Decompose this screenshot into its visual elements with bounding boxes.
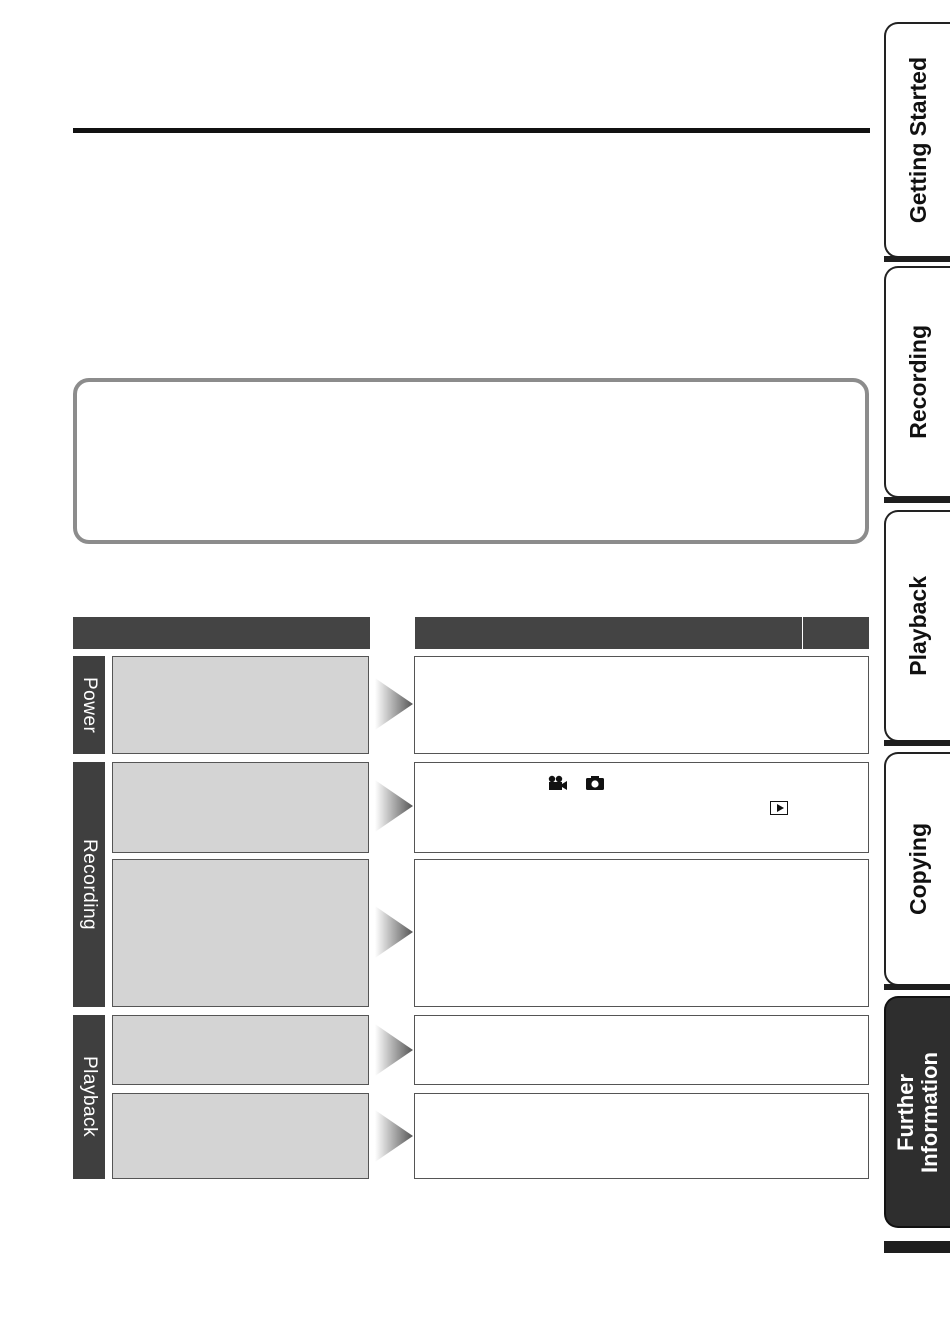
solution-cell [414, 1015, 803, 1085]
category-recording-label: Recording [79, 838, 100, 931]
tab-getting-started-label: Getting Started [904, 56, 931, 224]
solution-cell [414, 859, 803, 1007]
page-ref-cell [802, 859, 869, 1007]
tab-playback-label: Playback [904, 576, 931, 676]
tab-getting-started[interactable] [884, 22, 950, 258]
problem-cell [112, 859, 369, 1007]
title-rule [73, 128, 870, 133]
solution-cell [414, 762, 803, 853]
category-playback-label: Playback [79, 1056, 100, 1138]
arrow-right-icon [375, 1110, 413, 1162]
play-icon [770, 801, 788, 815]
category-playback [73, 1015, 105, 1179]
table-header-solution [415, 617, 802, 649]
tab-playback[interactable] [884, 510, 950, 742]
tab-recording[interactable] [884, 266, 950, 498]
arrow-right-icon [375, 1024, 413, 1076]
arrow-right-icon [375, 780, 413, 832]
category-recording [73, 762, 105, 1007]
table-header-page [803, 617, 869, 649]
tab-recording-label: Recording [904, 325, 931, 439]
note-box [73, 378, 869, 544]
arrow-right-icon [375, 906, 413, 958]
tab-divider [884, 740, 950, 746]
tab-divider [884, 256, 950, 262]
tab-divider [884, 497, 950, 503]
tab-divider [884, 984, 950, 990]
solution-cell [414, 1093, 803, 1179]
page-ref-cell [802, 656, 869, 754]
page-ref-cell [802, 762, 869, 853]
tab-copying-label: Copying [904, 823, 931, 915]
category-power [73, 656, 105, 754]
still-camera-icon [585, 775, 605, 791]
video-camera-icon [546, 775, 568, 791]
page-ref-cell [802, 1015, 869, 1085]
solution-cell [414, 656, 803, 754]
tab-further-information[interactable] [884, 996, 950, 1228]
problem-cell [112, 762, 369, 853]
tab-further-information-label: Further Information [893, 1051, 942, 1173]
arrow-right-icon [375, 678, 413, 730]
problem-cell [112, 656, 369, 754]
problem-cell [112, 1015, 369, 1085]
page-ref-cell [802, 1093, 869, 1179]
table-header-problem [73, 617, 370, 649]
category-power-label: Power [79, 676, 100, 734]
page-edge-bar [884, 1241, 950, 1253]
problem-cell [112, 1093, 369, 1179]
tab-copying[interactable] [884, 752, 950, 986]
